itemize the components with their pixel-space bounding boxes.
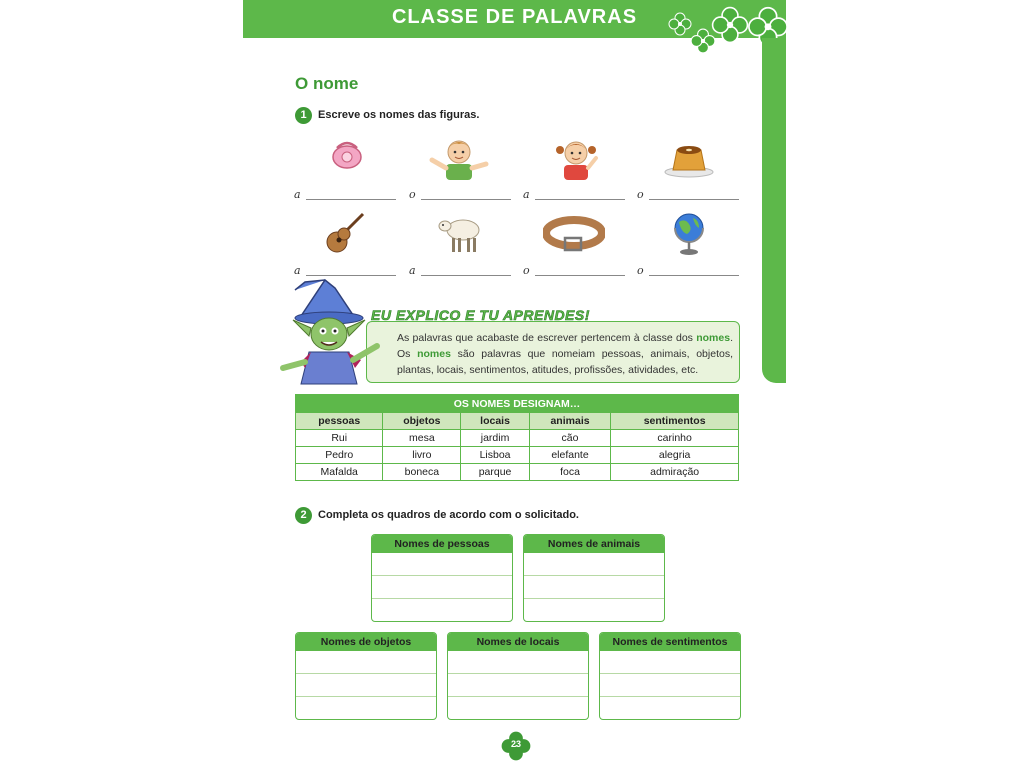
box-title: Nomes de objetos [296,633,436,651]
table-row [296,430,739,447]
sheep-icon [435,212,485,254]
article-label: o [637,264,644,277]
table-cell: parque [461,464,529,481]
table-cell: elefante [529,447,610,464]
exercise-2-number: 2 [295,507,312,524]
table-cell: Mafalda [296,464,383,481]
box-title: Nomes de pessoas [372,535,512,553]
page-title: CLASSE DE PALAVRAS [391,6,638,28]
box-title: Nomes de sentimentos [600,633,740,651]
boy-icon [426,134,492,180]
box-nomes-animais [523,534,665,622]
nouns-table [295,394,739,481]
table-cell: mesa [383,430,461,447]
article-label: a [523,188,530,201]
table-cell: Rui [296,430,383,447]
answer-blank[interactable] [523,264,625,278]
table-header: pessoas [296,413,383,430]
pacifier-icon [327,136,367,176]
table-cell: alegria [611,447,739,464]
answer-line[interactable] [448,697,588,719]
box-nomes-objetos [295,632,437,720]
exercise-2-instruction: Completa os quadros de acordo com o solicitado. [318,509,579,521]
article-label: o [637,188,644,201]
guitar-icon [323,210,367,256]
pudding-icon [663,136,715,178]
page-number [501,731,531,761]
table-header: sentimentos [611,413,739,430]
box-nomes-locais [447,632,589,720]
answer-line[interactable] [296,697,436,719]
table-row [296,464,739,481]
table-cell: cão [529,430,610,447]
answer-blank[interactable] [637,188,739,202]
answer-line[interactable] [448,674,588,697]
answer-line[interactable] [524,576,664,599]
explanation-box [366,321,740,383]
answer-blank[interactable] [637,264,739,278]
box-nomes-pessoas [371,534,513,622]
answer-line[interactable] [524,553,664,576]
article-label: a [409,264,416,277]
table-header: animais [529,413,610,430]
exercise-1-number: 1 [295,107,312,124]
wizard-character-icon [265,276,395,386]
table-cell: livro [383,447,461,464]
table-cell: Lisboa [461,447,529,464]
answer-line[interactable] [448,651,588,674]
answer-blank[interactable] [294,188,396,202]
explanation-text: As palavras que acabaste de escrever pertencem à classe dos nomes. Os nomes são palavras que nomeiam pessoas, animais, objetos, plantas, locais, sentimentos, atitudes, profissões, atividades, etc. [397,332,733,376]
box-title: Nomes de animais [524,535,664,553]
explanation-title: EU EXPLICO E TU APRENDES! [371,307,590,323]
table-cell: carinho [611,430,739,447]
answer-line[interactable] [524,599,664,621]
answer-line[interactable] [600,674,740,697]
table-caption: OS NOMES DESIGNAM… [296,395,739,413]
page-number-label: 23 [510,739,521,749]
answer-line[interactable] [372,553,512,576]
exercise-1-instruction: Escreve os nomes das figuras. [318,109,480,121]
answer-line[interactable] [600,697,740,719]
belt-icon [543,214,605,252]
side-strip [762,38,786,383]
table-cell: foca [529,464,610,481]
workbook-page [243,0,786,768]
box-title: Nomes de locais [448,633,588,651]
answer-line[interactable] [296,674,436,697]
answer-line[interactable] [600,651,740,674]
table-cell: admiração [611,464,739,481]
table-row [296,447,739,464]
answer-line[interactable] [372,576,512,599]
answer-blank[interactable] [409,264,511,278]
answer-blank[interactable] [523,188,625,202]
answer-blank[interactable] [409,188,511,202]
answer-line[interactable] [296,651,436,674]
table-cell: boneca [383,464,461,481]
article-label: a [294,264,301,277]
table-header: locais [461,413,529,430]
clover-decoration-icon [711,6,749,44]
answer-line[interactable] [372,599,512,621]
article-label: a [294,188,301,201]
box-nomes-sentimentos [599,632,741,720]
girl-icon [548,134,604,180]
table-cell: Pedro [296,447,383,464]
section-title: O nome [295,74,359,93]
table-cell: jardim [461,430,529,447]
table-header: objetos [383,413,461,430]
article-label: o [409,188,416,201]
clover-decoration-icon [668,12,692,36]
article-label: o [523,264,530,277]
globe-icon [669,210,709,256]
